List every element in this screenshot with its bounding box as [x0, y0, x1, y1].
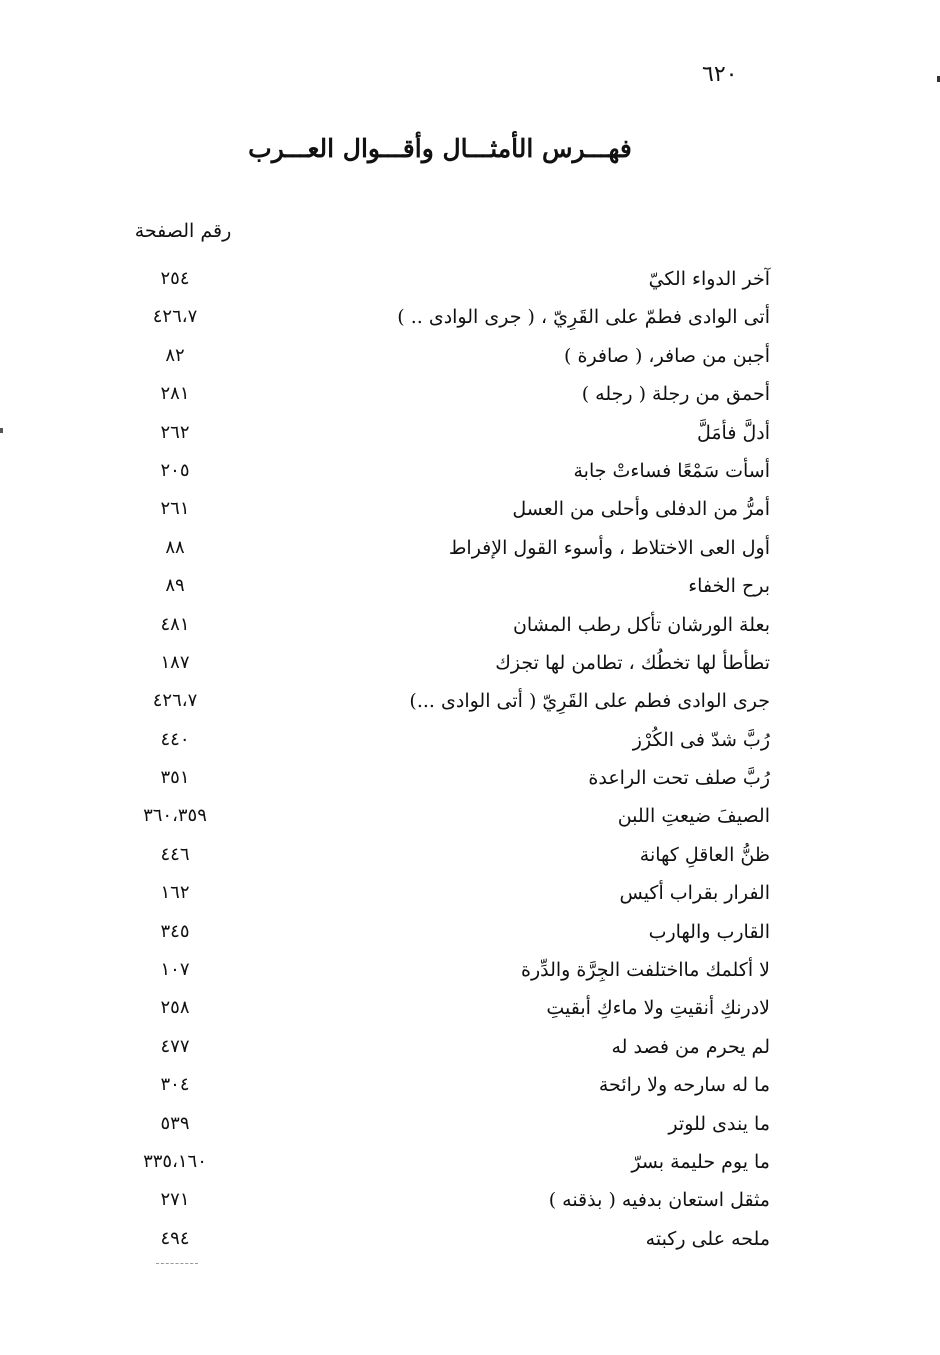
index-entry: [0, 416, 940, 454]
proverb-text: القارب والهارب: [648, 920, 770, 943]
proverb-text: أول العى الاختلاط ، وأسوء القول الإفراط: [448, 536, 770, 559]
proverb-text: ما يندى للوتر: [668, 1112, 770, 1135]
page-reference: ٤٢٦،٧: [152, 306, 198, 328]
page-reference: ٤٧٧: [160, 1035, 190, 1057]
index-entry: [0, 876, 940, 914]
proverb-text: مثقل استعان بدفيه ( بذقنه ): [548, 1189, 770, 1212]
proverb-text: جرى الوادى فطم على القَرِيّ ( أتى الوادى ...): [409, 690, 770, 713]
proverbs-index-list: [0, 262, 940, 1260]
page-reference: ٣٥١: [160, 767, 190, 789]
index-entry: [0, 915, 940, 953]
index-entry: [0, 838, 940, 876]
proverb-text: أتى الوادى فطمّ على القَرِيّ ، ( جرى الوادى .. ): [397, 306, 770, 329]
proverb-text: آخر الدواء الكيّ: [648, 268, 770, 290]
proverb-text: لا أكلمك مااختلفت الجِرَّة والدِّرة: [520, 959, 770, 982]
proverb-text: أمرُّ من الدفلى وأحلى من العسل: [512, 498, 770, 521]
index-entry: [0, 761, 940, 799]
page-reference: ٤٨١: [160, 613, 190, 635]
page-reference: ٣٠٤: [160, 1074, 190, 1096]
index-entry: [0, 1030, 940, 1068]
index-entry: [0, 1068, 940, 1106]
proverb-text: لادرنكِ أنقيتِ ولا ماءكِ أبقيتِ: [546, 997, 770, 1020]
proverb-text: أحمق من رجلة ( رجله ): [581, 383, 770, 406]
proverb-text: أجبن من صافر، ( صافرة ): [564, 344, 770, 367]
proverb-text: رُبَّ صلف تحت الراعدة: [588, 767, 770, 790]
page-reference: ٤٢٦،٧: [152, 690, 198, 712]
page-title: فهـــرس الأمثـــال وأقـــوال العـــرب: [248, 134, 632, 163]
index-entry: [0, 991, 940, 1029]
page-reference: ٢٠٥: [160, 459, 190, 481]
index-entry: [0, 339, 940, 377]
page-number-column-header: رقم الصفحة: [134, 220, 232, 242]
proverb-text: أدلَّ فأمَلَّ: [696, 421, 770, 444]
index-entry: [0, 684, 940, 722]
index-entry: [0, 1222, 940, 1260]
page-reference: ٤٤٠: [160, 728, 190, 750]
page-reference: ٨٩: [165, 575, 185, 597]
page-reference: ٢٦١: [160, 498, 190, 520]
page-reference: ٤٩٤: [160, 1227, 190, 1249]
index-entry: [0, 1183, 940, 1221]
proverb-text: ما يوم حليمة بسرّ: [631, 1150, 770, 1173]
page-reference: ٢٥٨: [160, 997, 190, 1019]
page-reference: ١٠٧: [160, 959, 190, 981]
index-entry: [0, 953, 940, 991]
page-reference: ١٦٢: [160, 882, 190, 904]
page-reference: ٨٢: [165, 344, 185, 366]
proverb-text: تطأطأ لها تخطُك ، تطامن لها تجزك: [495, 651, 770, 674]
proverb-text: أسأت سَمْعًا فساءتْ جابة: [573, 459, 770, 482]
page-reference: ٤٤٦: [160, 843, 190, 865]
proverb-text: ظنُّ العاقلِ كهانة: [639, 843, 770, 866]
footer-rule: [156, 1263, 198, 1264]
index-entry: [0, 377, 940, 415]
index-entry: [0, 608, 940, 646]
page-reference: ٥٣٩: [160, 1112, 190, 1134]
page-reference: ٣٦٠،٣٥٩: [143, 805, 207, 827]
index-entry: [0, 454, 940, 492]
proverb-text: رُبَّ شدّ فى الكُرْز: [632, 728, 770, 751]
page-reference: ٣٣٥،١٦٠: [143, 1150, 207, 1172]
index-entry: [0, 799, 940, 837]
index-entry: [0, 646, 940, 684]
index-entry: [0, 1107, 940, 1145]
page-reference: ٢٧١: [160, 1189, 190, 1211]
index-entry: [0, 569, 940, 607]
page-reference: ١٨٧: [160, 651, 190, 673]
proverb-text: برح الخفاء: [688, 575, 770, 598]
page-reference: ٣٤٥: [160, 920, 190, 942]
page-reference: ٢٥٤: [160, 268, 190, 289]
page-reference: ٢٦٢: [160, 421, 190, 443]
index-entry: [0, 492, 940, 530]
page-reference: ٨٨: [165, 536, 185, 558]
page-number: ٦٢٠: [702, 62, 738, 87]
index-entry: [0, 262, 940, 300]
proverb-text: ملحه على ركبته: [645, 1227, 770, 1250]
index-entry: [0, 300, 940, 338]
proverb-text: ما له سارحه ولا رائحة: [598, 1074, 770, 1097]
index-entry: [0, 531, 940, 569]
index-entry: [0, 1145, 940, 1183]
proverb-text: الصيفَ ضيعتِ اللبن: [617, 805, 770, 828]
proverb-text: لم يحرم من فصد له: [611, 1035, 770, 1058]
proverb-text: الفرار بقراب أكيس: [619, 882, 770, 905]
page-reference: ٢٨١: [160, 383, 190, 405]
proverb-text: بعلة الورشان تأكل رطب المشان: [512, 613, 770, 636]
index-entry: [0, 723, 940, 761]
